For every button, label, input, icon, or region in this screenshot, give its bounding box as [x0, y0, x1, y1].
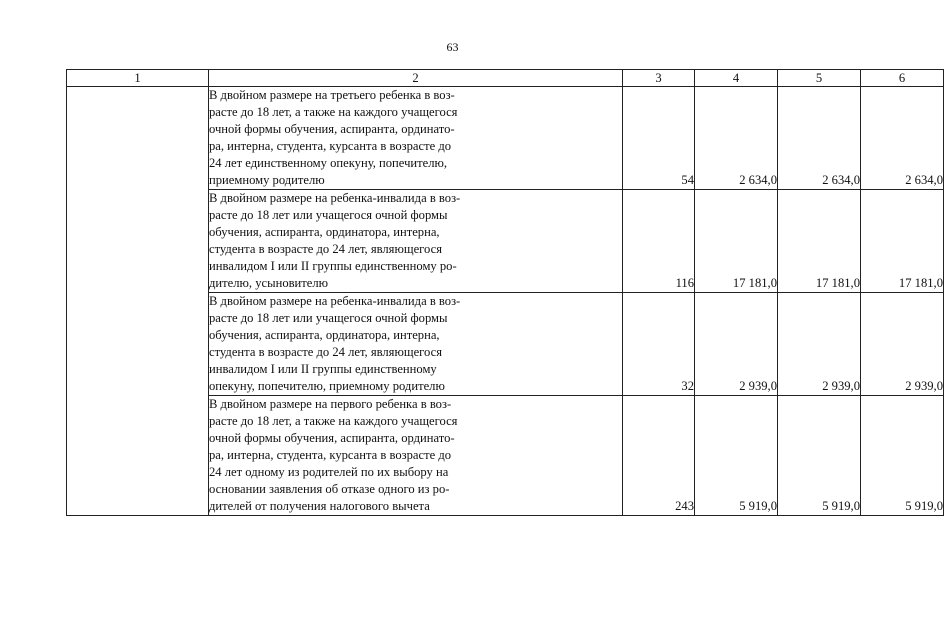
count-cell: 32: [623, 293, 695, 396]
count-cell: 243: [623, 396, 695, 516]
page-number: 63: [446, 40, 459, 54]
description-line: инвалидом I или II группы единственному ро-: [209, 259, 457, 273]
description-line: расте до 18 лет или учащегося очной формы: [209, 208, 448, 222]
description-line: опекуну, попечителю, приемному родителю: [209, 379, 445, 393]
description-line: очной формы обучения, аспиранта, ординато-: [209, 431, 455, 445]
description-line: В двойном размере на ребенка-инвалида в воз-: [209, 191, 461, 205]
table-row: [67, 87, 944, 190]
count-cell: 54: [623, 87, 695, 190]
description-line: дителю, усыновителю: [209, 276, 329, 290]
description-line: студента в возрасте до 24 лет, являющегося: [209, 242, 443, 256]
amount-col5-cell: 5 919,0: [778, 396, 861, 516]
amount-col6-cell: 5 919,0: [861, 396, 944, 516]
description-line: основании заявления об отказе одного из ро-: [209, 482, 450, 496]
description-cell: [209, 293, 623, 396]
description-cell: [209, 396, 623, 516]
amount-col5-cell: 2 634,0: [778, 87, 861, 190]
description-line: ра, интерна, студента, курсанта в возрасте до: [209, 448, 452, 462]
description-line: В двойном размере на первого ребенка в воз-: [209, 397, 452, 411]
header-col-5: 5: [778, 70, 861, 87]
header-row: [67, 70, 944, 87]
description-line: расте до 18 лет или учащегося очной формы: [209, 311, 448, 325]
data-table: [66, 69, 944, 516]
amount-col4-cell: 2 939,0: [695, 293, 778, 396]
description-cell: [209, 87, 623, 190]
description-cell: [209, 190, 623, 293]
amount-col5-cell: 2 939,0: [778, 293, 861, 396]
description-line: дителей от получения налогового вычета: [209, 499, 430, 513]
header-col-2: 2: [209, 70, 623, 87]
description-line: обучения, аспиранта, ординатора, интерна,: [209, 225, 440, 239]
amount-col4-cell: 2 634,0: [695, 87, 778, 190]
description-line: В двойном размере на ребенка-инвалида в воз-: [209, 294, 461, 308]
header-col-3: 3: [623, 70, 695, 87]
count-cell: 116: [623, 190, 695, 293]
description-line: ра, интерна, студента, курсанта в возрасте до: [209, 139, 452, 153]
header-col-4: 4: [695, 70, 778, 87]
amount-col6-cell: 17 181,0: [861, 190, 944, 293]
description-line: приемному родителю: [209, 173, 325, 187]
header-col-6: 6: [861, 70, 944, 87]
amount-col6-cell: 2 939,0: [861, 293, 944, 396]
amount-col6-cell: 2 634,0: [861, 87, 944, 190]
description-line: расте до 18 лет, а также на каждого учащегося: [209, 105, 458, 119]
description-line: очной формы обучения, аспиранта, ординато-: [209, 122, 455, 136]
header-col-1: 1: [67, 70, 209, 87]
amount-col5-cell: 17 181,0: [778, 190, 861, 293]
amount-col4-cell: 17 181,0: [695, 190, 778, 293]
empty-col1-cell: [67, 87, 209, 516]
description-line: 24 лет одному из родителей по их выбору на: [209, 465, 449, 479]
description-line: расте до 18 лет, а также на каждого учащегося: [209, 414, 458, 428]
description-line: В двойном размере на третьего ребенка в воз-: [209, 88, 455, 102]
description-line: обучения, аспиранта, ординатора, интерна,: [209, 328, 440, 342]
amount-col4-cell: 5 919,0: [695, 396, 778, 516]
description-line: инвалидом I или II группы единственному: [209, 362, 437, 376]
description-line: 24 лет единственному опекуну, попечителю,: [209, 156, 448, 170]
description-line: студента в возрасте до 24 лет, являющегося: [209, 345, 443, 359]
